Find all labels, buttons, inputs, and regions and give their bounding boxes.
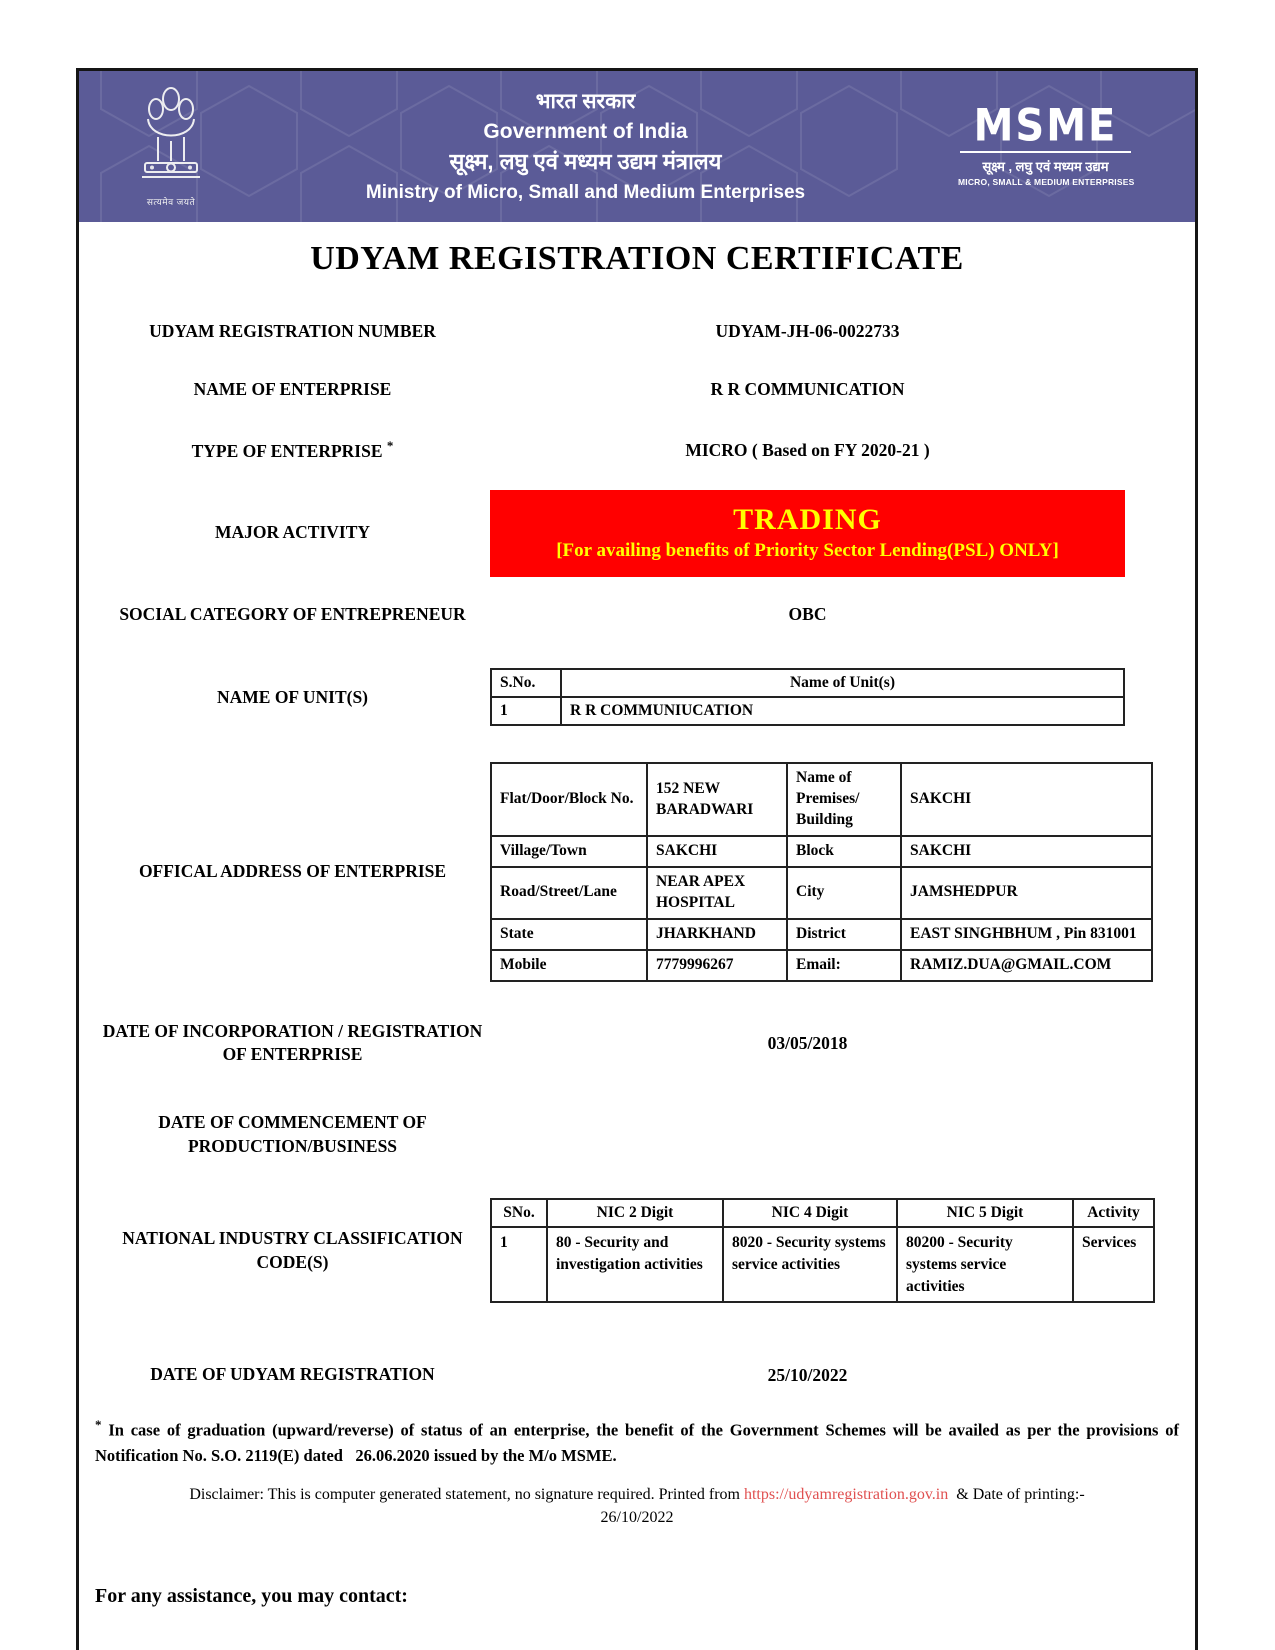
nic-header-4digit: NIC 4 Digit xyxy=(723,1199,897,1227)
units-table-row xyxy=(491,697,1124,725)
address-cell-value: SAKCHI xyxy=(901,836,1152,867)
udyam-registration-link[interactable]: https://udyamregistration.gov.in xyxy=(743,1485,949,1503)
nic-header-sno: SNo. xyxy=(491,1199,547,1227)
units-label: NAME OF UNIT(S) xyxy=(216,686,368,707)
enterprise-type-asterisk: * xyxy=(386,438,394,454)
nic-header-2digit: NIC 2 Digit xyxy=(547,1199,723,1227)
registration-number-label: UDYAM REGISTRATION NUMBER xyxy=(149,321,436,341)
enterprise-name-label: NAME OF ENTERPRISE xyxy=(193,378,392,399)
government-banner xyxy=(79,71,1195,222)
major-activity-value: TRADING xyxy=(733,502,882,536)
footnote-text: In case of graduation (upward/reverse) of status of an enterprise, the benefit of the Government Schemes will be availed as per the provisions of Notification No. S.O. 2119(E) dated 26.06.2020 issued by the M/o MSME. xyxy=(95,1420,1180,1465)
msme-logo xyxy=(958,100,1135,187)
social-category-row xyxy=(95,603,1125,627)
udyam-registration-date-value: 25/10/2022 xyxy=(767,1364,848,1385)
printing-date: 26/10/2022 xyxy=(600,1508,674,1526)
address-cell-value: 152 NEW BARADWARI xyxy=(647,763,787,836)
certificate-frame xyxy=(76,68,1198,1650)
registration-number-value: UDYAM-JH-06-0022733 xyxy=(715,321,900,342)
enterprise-type-value: MICRO ( Based on FY 2020-21 ) xyxy=(685,439,930,460)
units-table xyxy=(490,668,1125,726)
registration-number-row xyxy=(95,320,1125,344)
address-cell-label: Road/Street/Lane xyxy=(491,867,647,919)
units-table-header-name: Name of Unit(s) xyxy=(561,669,1124,697)
enterprise-type-label-text: TYPE OF ENTERPRISE xyxy=(191,441,383,462)
units-table-header-row xyxy=(491,669,1124,697)
units-table-header-sno: S.No. xyxy=(491,669,561,697)
address-table-row xyxy=(491,836,1152,867)
address-table-row xyxy=(491,867,1152,919)
certificate-body xyxy=(79,320,1195,1387)
address-row xyxy=(95,762,1137,981)
udyam-registration-date-label: DATE OF UDYAM REGISTRATION xyxy=(150,1364,435,1385)
major-activity-highlight-box xyxy=(490,490,1125,577)
address-table-row xyxy=(491,763,1152,836)
nic-activity: Services xyxy=(1073,1227,1154,1302)
national-emblem xyxy=(129,85,213,208)
government-hindi-text: भारत सरकार xyxy=(535,89,636,113)
address-cell-value: EAST SINGHBHUM , Pin 831001 xyxy=(901,919,1152,950)
address-table-row xyxy=(491,950,1152,981)
address-cell-value: SAKCHI xyxy=(647,836,787,867)
enterprise-name-row xyxy=(95,378,1125,402)
incorporation-date-label: DATE OF INCORPORATION / REGISTRATION OF ENTERPRISE xyxy=(102,1020,483,1065)
address-cell-value: NEAR APEX HOSPITAL xyxy=(647,867,787,919)
nic-4digit: 8020 - Security systems service activities xyxy=(723,1227,897,1302)
address-table xyxy=(490,762,1153,981)
address-cell-label: Name of Premises/ Building xyxy=(787,763,901,836)
nic-header-activity: Activity xyxy=(1073,1199,1154,1227)
address-cell-value: RAMIZ.DUA@GMAIL.COM xyxy=(901,950,1152,981)
address-table-row xyxy=(491,919,1152,950)
nic-2digit: 80 - Security and investigation activities xyxy=(547,1227,723,1302)
social-category-label: SOCIAL CATEGORY OF ENTREPRENEUR xyxy=(119,603,466,624)
address-cell-label: Flat/Door/Block No. xyxy=(491,763,647,836)
nic-header-5digit: NIC 5 Digit xyxy=(897,1199,1073,1227)
nic-sno: 1 xyxy=(491,1227,547,1302)
address-cell-value: JAMSHEDPUR xyxy=(901,867,1152,919)
ministry-hindi-text: सूक्ष्म, लघु एवं मध्यम उद्यम मंत्रालय xyxy=(449,149,722,175)
footnote-asterisk: * xyxy=(95,1416,102,1432)
msme-logo-hindi: सूक्ष्म , लघु एवं मध्यम उद्यम xyxy=(982,159,1109,174)
page-title: UDYAM REGISTRATION CERTIFICATE xyxy=(310,240,964,277)
unit-name: R R COMMUNIUCATION xyxy=(561,697,1124,725)
disclaimer xyxy=(109,1483,1165,1507)
enterprise-type-row xyxy=(95,437,1125,463)
address-label: OFFICAL ADDRESS OF ENTERPRISE xyxy=(138,861,447,882)
nic-row xyxy=(95,1198,1140,1303)
graduation-footnote xyxy=(95,1415,1179,1469)
incorporation-date-value: 03/05/2018 xyxy=(767,1032,848,1053)
emblem-caption: सत्यमेव जयते xyxy=(146,197,196,207)
address-cell-value: JHARKHAND xyxy=(647,919,787,950)
address-cell-value: SAKCHI xyxy=(901,763,1152,836)
assistance-heading: For any assistance, you may contact: xyxy=(95,1584,408,1607)
address-cell-label: Block xyxy=(787,836,901,867)
address-cell-label: City xyxy=(787,867,901,919)
nic-5digit: 80200 - Security systems service activities xyxy=(897,1227,1073,1302)
disclaimer-prefix: Disclaimer: This is computer generated statement, no signature required. Printed from xyxy=(189,1485,740,1503)
government-english-text: Government of India xyxy=(483,119,688,143)
ministry-titles xyxy=(213,88,958,206)
msme-logo-english: MICRO, SMALL & MEDIUM ENTERPRISES xyxy=(958,177,1135,187)
address-cell-label: State xyxy=(491,919,647,950)
disclaimer-suffix: & Date of printing:- xyxy=(952,1485,1085,1503)
ministry-english-text: Ministry of Micro, Small and Medium Enterprises xyxy=(365,181,806,203)
enterprise-type-label xyxy=(95,437,490,463)
address-cell-label: District xyxy=(787,919,901,950)
nic-table-row xyxy=(491,1227,1154,1302)
major-activity-label: MAJOR ACTIVITY xyxy=(214,522,371,543)
major-activity-note: [For availing benefits of Priority Sector Lending(PSL) ONLY] xyxy=(556,539,1059,561)
commencement-date-row xyxy=(95,1111,1125,1158)
incorporation-date-row xyxy=(95,1020,1125,1067)
unit-sno: 1 xyxy=(491,697,561,725)
nic-table-header-row xyxy=(491,1199,1154,1227)
address-cell-label: Village/Town xyxy=(491,836,647,867)
address-cell-label: Email: xyxy=(787,950,901,981)
commencement-date-label: DATE OF COMMENCEMENT OF PRODUCTION/BUSINESS xyxy=(158,1111,427,1156)
address-cell-value: 7779996267 xyxy=(647,950,787,981)
major-activity-row xyxy=(95,490,1125,577)
msme-logo-acronym: MSME xyxy=(973,100,1118,152)
address-cell-label: Mobile xyxy=(491,950,647,981)
units-row xyxy=(95,668,1125,726)
enterprise-name-value: R R COMMUNICATION xyxy=(710,378,905,399)
udyam-registration-date-row xyxy=(95,1363,1125,1387)
nic-table xyxy=(490,1198,1155,1303)
social-category-value: OBC xyxy=(788,604,827,625)
nic-label: NATIONAL INDUSTRY CLASSIFICATION CODE(S) xyxy=(122,1228,463,1272)
ashoka-emblem-icon xyxy=(134,85,208,189)
